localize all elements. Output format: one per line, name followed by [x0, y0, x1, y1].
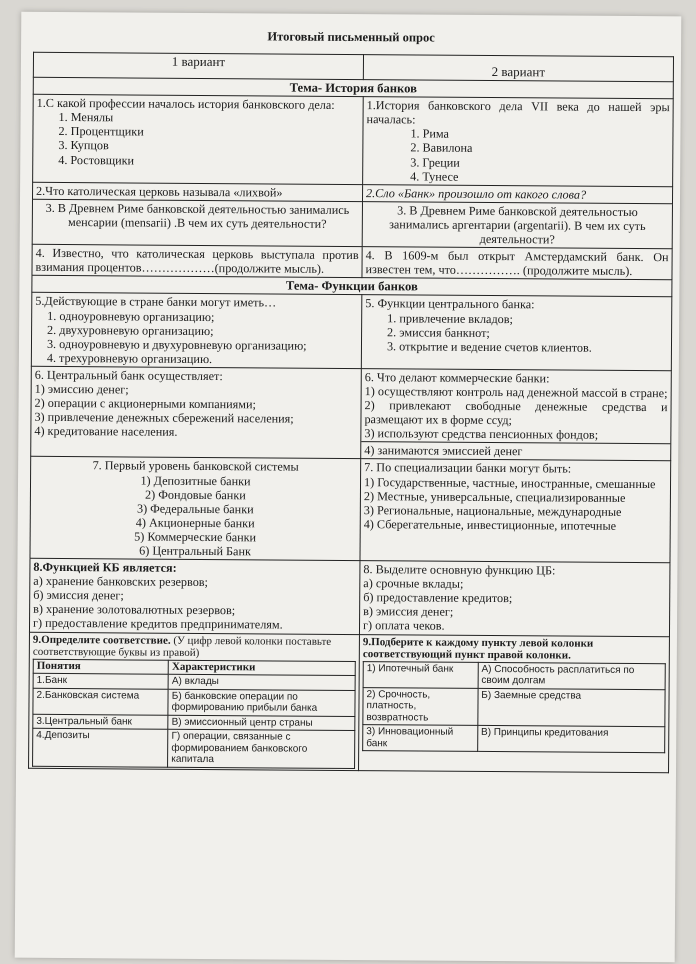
q9-v2-right: А) Способность расплатиться по своим долгам — [478, 662, 665, 689]
q7-v2-option: 4) Сберегательные, инвестиционные, ипотечные — [363, 516, 617, 533]
q7-variant2 — [360, 459, 671, 563]
q6-variant2 — [361, 368, 672, 461]
q5-v2-option: 1. привлечение вкладов; — [387, 310, 513, 326]
q8-v2-option: а) срочные вклады; — [363, 576, 464, 591]
question-row-7 — [30, 457, 671, 563]
q9-v1-term: 3.Центральный банк — [33, 714, 168, 729]
q7-v1-option: 1) Депозитные банки — [140, 473, 251, 488]
q9-v1-instructions — [33, 633, 356, 660]
question-row-9 — [29, 632, 670, 772]
q7-v1-option: 2) Фондовые банки — [145, 487, 246, 502]
q9-v1-matching-table — [32, 658, 356, 768]
q1-v1-option: 1. Менялы — [58, 110, 114, 125]
question-row-3 — [32, 199, 672, 249]
q6-v1-option: 4) кредитование населения. — [34, 424, 178, 440]
q6-v1-option: 3) привлечение денежных сбережений населения; — [34, 409, 294, 426]
q9-v1-definition: Г) операции, связанные с формированием банковского капитала — [168, 729, 355, 768]
q5-v1-option: 1. одноуровневую организацию; — [47, 308, 215, 324]
q1-v1-option: 3. Купцов — [58, 138, 109, 153]
q8-variant2 — [359, 561, 670, 637]
q1-v2-option: 1. Рима — [410, 126, 450, 142]
q1-v2-text: 1.История банковского дела VII века до нашей эры началась: — [366, 98, 670, 127]
topic-history: Тема- История банков — [33, 77, 673, 99]
question-row-5 — [31, 293, 671, 371]
q1-v1-option: 2. Процентщики — [58, 124, 144, 139]
q7-v2-option: 3) Региональные, национальные, международные — [363, 502, 622, 519]
q7-v1-option: 4) Акционерные банки — [135, 515, 255, 531]
q6-v2-option: 3) используют средства пенсионных фондов; — [364, 426, 599, 442]
q9-v1-term: 2.Банковская система — [33, 688, 168, 715]
q8-v2-option: г) оплата чеков. — [362, 618, 445, 634]
q1-v2-option: 2. Вавилона — [410, 140, 473, 156]
q2-variant2: 2.Сло «Банк» произошло от какого слова? — [362, 184, 672, 203]
worksheet-page — [15, 12, 682, 963]
q1-v1-option: 4. Ростовщики — [58, 152, 135, 168]
q1-v1-text: 1.С какой профессии началось история банковского дела: — [36, 96, 335, 113]
quiz-table — [28, 52, 674, 773]
q9-v1-definition: Б) банковские операции по формированию прибыли банка — [168, 689, 355, 716]
q6-v2-option: 1) осуществляют контроль над денежной массой в стране; — [364, 384, 668, 401]
q1-variant2 — [363, 97, 674, 187]
q9-v2-instructions: 9.Подберите к каждому пункту левой колонки соответствующий пункт правой колонки. — [362, 635, 594, 662]
page-title: Итоговый письменный опрос — [267, 29, 435, 45]
q9-v1-definition: А) вклады — [168, 674, 355, 690]
q9-v1-rest: (У цифр левой колонки поставьте соответствующие буквы из правой) — [32, 634, 332, 660]
q6-v1-option: 2) операции с акционерными компаниями; — [34, 395, 256, 412]
q1-v2-option: 3. Греции — [410, 154, 460, 170]
q5-variant2 — [361, 295, 672, 371]
q3-variant1: 3. В Древнем Риме банковской деятельностью занимались менсарии (mensarii) .В чем их суть деятельности? — [32, 199, 362, 247]
q8-v2-text: 8. Выделите основную функцию ЦБ: — [363, 562, 556, 578]
q7-v1-option: 5) Коммерческие банки — [134, 529, 257, 545]
q5-v1-option: 2. двухуровневую организацию; — [47, 322, 214, 338]
q4-variant1: 4. Известно, что католическая церковь выступала против взимания процентов………………(продолжите мысль). — [32, 244, 362, 277]
question-row-8 — [29, 558, 669, 636]
q8-variant1 — [29, 558, 360, 634]
q6-variant1 — [31, 366, 362, 459]
topic-functions: Тема- Функции банков — [32, 276, 672, 298]
q7-v2-option: 1) Государственные, частные, иностранные, смешанные — [363, 474, 656, 491]
q9-v1-bold: 9.Определите соответствие. — [32, 633, 171, 647]
q6-v2-option: 2) привлекают свободные денежные средства и размещают их в форме ссуд; — [364, 398, 668, 428]
q9-variant2 — [359, 634, 670, 772]
q6-v1-option: 1) эмиссию денег; — [34, 381, 129, 397]
q5-v1-text: 5.Действующие в стране банки могут иметь… — [35, 294, 277, 310]
q9-v2-left: 3) Инновационный банк — [363, 725, 478, 752]
q9-v2-right: Б) Заемные средства — [478, 688, 666, 727]
q7-variant1 — [30, 457, 361, 561]
q5-v1-option: 4. трехуровневую организацию. — [46, 350, 213, 366]
q9-v1-header: Понятия — [33, 659, 168, 674]
question-row-1 — [33, 94, 674, 186]
question-row-6 — [31, 366, 672, 461]
q5-v2-text: 5. Функции центрального банка: — [365, 296, 535, 312]
variant2-header: 2 вариант — [363, 55, 673, 82]
q9-v1-term: 4.Депозиты — [33, 728, 168, 766]
q7-v1-text: 7. Первый уровень банковской системы — [92, 458, 299, 475]
question-row-4 — [32, 244, 672, 280]
q4-variant2: 4. В 1609-м был открыт Амстердамский банк. Он известен тем, что……………. (продолжите мысль). — [362, 247, 672, 280]
q8-v1-option: б) эмиссия денег; — [33, 588, 124, 603]
q5-v2-option: 3. открытие и ведение счетов клиентов. — [386, 338, 592, 355]
q1-v2-option: 4. Тунесе — [410, 169, 459, 184]
q6-v2-option: 4) занимаются эмиссией денег — [361, 441, 670, 460]
q2-variant1: 2.Что католическая церковь называла «лихвой» — [33, 182, 363, 201]
q7-v1-option: 6) Центральный Банк — [139, 543, 251, 559]
q9-variant1 — [29, 632, 360, 770]
q9-v1-term: 1.Банк — [33, 673, 168, 688]
q9-v1-definition: В) эмиссионный центр страны — [168, 715, 355, 731]
q5-v2-option: 2. эмиссия банкнот; — [387, 324, 490, 340]
q6-v1-text: 6. Центральный банк осуществляет: — [34, 367, 223, 383]
q8-v1-option: г) предоставление кредитов предпринимателям. — [32, 616, 283, 633]
q8-v1-text: 8.Функцией КБ является: — [33, 559, 177, 575]
q7-v2-text: 7. По специализации банки могут быть: — [364, 460, 572, 476]
q9-v2-matching-table — [362, 661, 666, 754]
q8-v1-option: в) хранение золотовалютных резервов; — [33, 602, 236, 618]
q5-variant1 — [31, 293, 362, 369]
q6-v2-text: 6. Что делают коммерческие банки: — [364, 369, 550, 386]
q8-v2-option: б) предоставление кредитов; — [363, 590, 513, 606]
q5-v1-option: 3. одноуровневую и двухуровневую организацию; — [46, 336, 307, 353]
q3-variant2: 3. В Древнем Риме банковской деятельностью занимались аргентарии (argentarii). В чем их суть деятельности? — [362, 201, 672, 248]
q7-v1-option: 3) Федеральные банки — [136, 501, 254, 517]
q8-v2-option: в) эмиссия денег; — [363, 604, 454, 620]
variant1-header: 1 вариант — [33, 52, 363, 79]
q7-v2-option: 2) Местные, универсальные, специализированные — [363, 488, 626, 505]
q9-v2-right: В) Принципы кредитования — [477, 725, 664, 752]
q9-v2-left: 1) Ипотечный банк — [363, 661, 478, 688]
q9-v2-left: 2) Срочность, платность, возвратность — [363, 687, 478, 725]
q1-variant1 — [33, 94, 364, 184]
q8-v1-option: а) хранение банковских резервов; — [33, 573, 209, 590]
q9-v1-header: Характеристики — [168, 660, 355, 676]
